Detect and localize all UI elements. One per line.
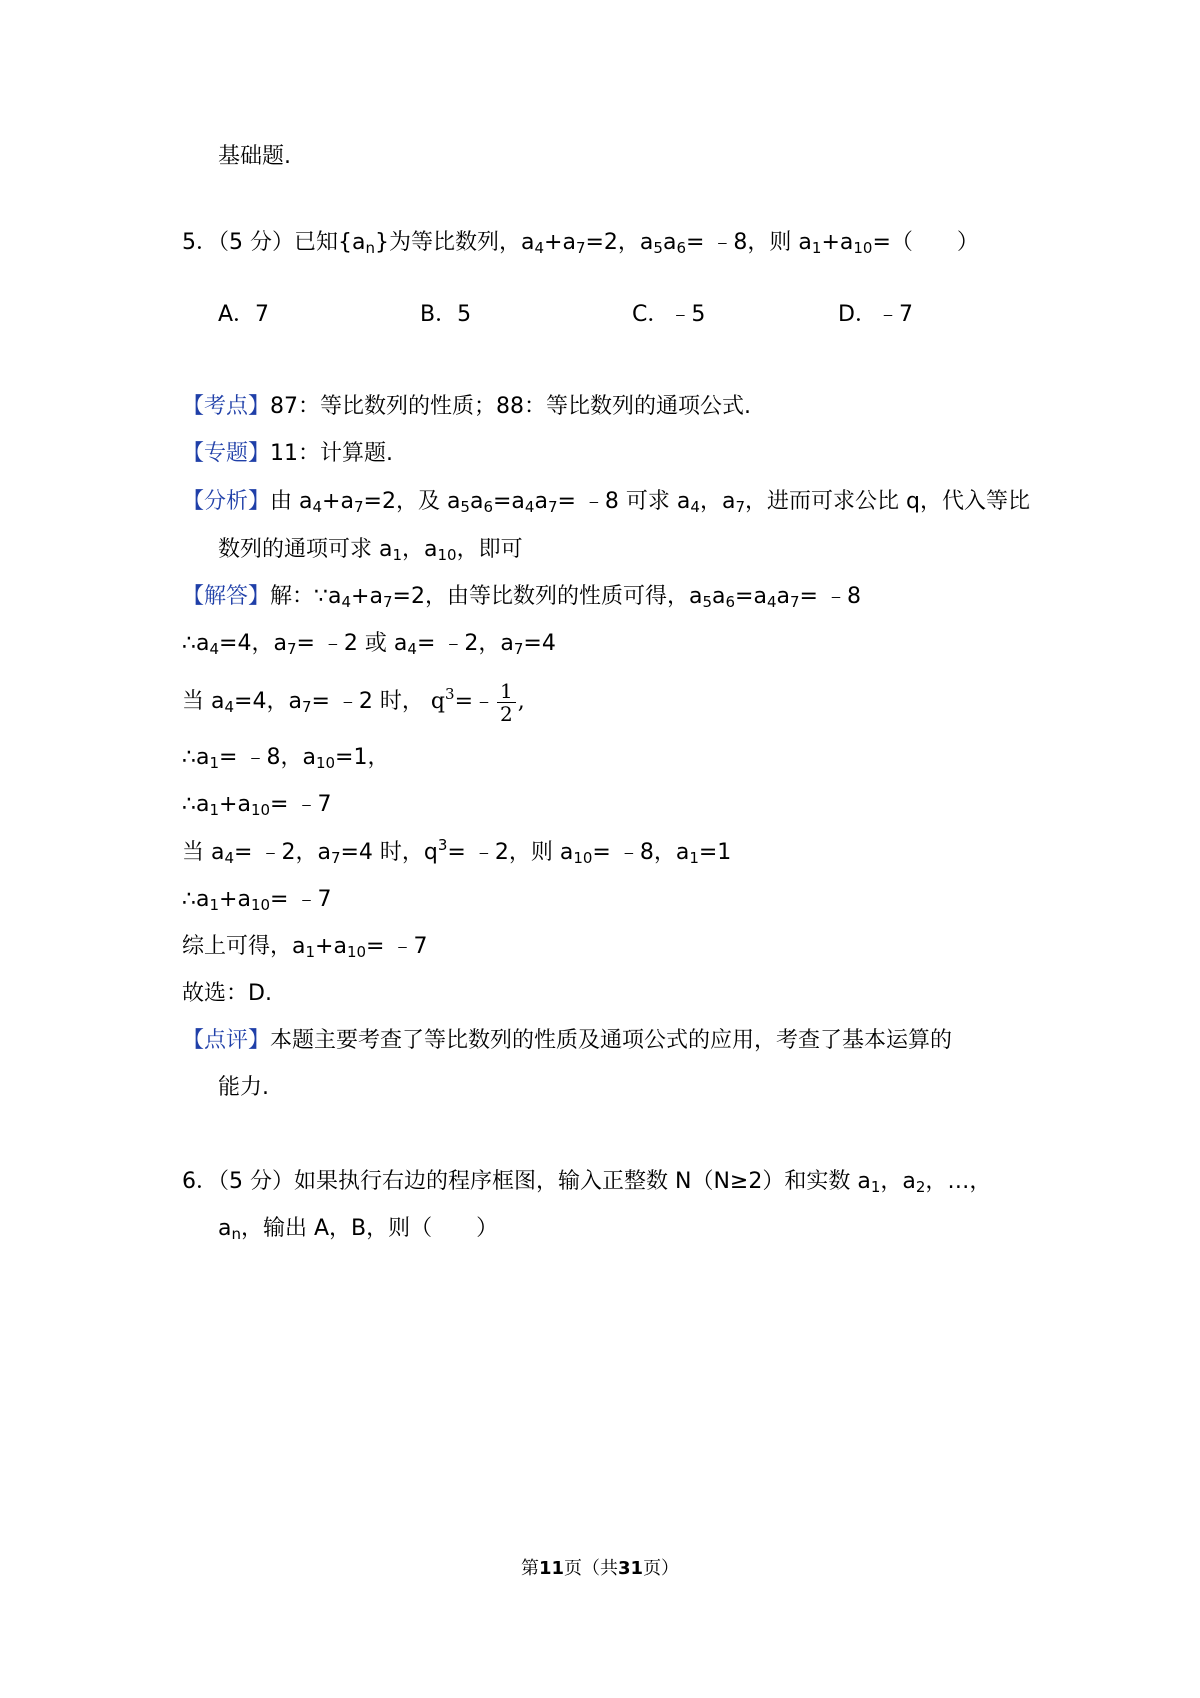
kaodian-line: 【考点】87：等比数列的性质；88：等比数列的通项公式. [182,394,751,419]
fenxi-line-2: 数列的通项可求 $a_1$，$a_{10}$，即可 [218,537,523,564]
question-5-stem: 5．（5 分）已知$\{a_n\}$为等比数列，$a_4+a_7=2$，$a_5a_6=$ ﹣8，则 $a_1+a_{10}=$（ ） [182,230,979,257]
q-cubed-formula: $q^3=﹣$ [430,685,495,714]
previous-answer-tail: 基础题. [218,144,291,169]
zhuanti-line: 【专题】11：计算题. [182,441,394,466]
jieda-line-8: 综上可得，$a_1+a_{10}=$ ﹣7 [182,934,428,961]
jieda-tag: 【解答】 [182,584,271,609]
choice-a: A．7 [218,302,270,327]
jieda-line-9: 故选：D. [182,981,272,1006]
page-footer: 第11页（共31页） [520,1558,680,1579]
choice-d: D．﹣7 [838,302,913,327]
jieda-line-3: 当 $a_4=4$，$a_7=$ ﹣2 时， $q^3=﹣$ $\frac{1}{2}$ , [182,678,525,726]
jieda-line-4: $\therefore a_1=$ ﹣8，$a_{10}=1$， [182,745,390,772]
page-number: 11 [538,1558,564,1579]
question-6-line-1: 6．（5 分）如果执行右边的程序框图，输入正整数 N（N≥2）和实数 $a_1$，$a_2$，…， [182,1169,992,1196]
dianping-tag: 【点评】 [182,1028,271,1053]
jieda-line-2: $\therefore a_4=4$，$a_7=$ ﹣2 或 $a_4=$ ﹣2，$a_7=4$ [182,631,556,658]
jieda-line-7: $\therefore a_1+a_{10}=$ ﹣7 [182,887,332,914]
total-pages: 31 [618,1558,644,1579]
fenxi-line-1: 【分析】由 $a_4+a_7=2$，及 $a_5a_6=a_4a_7=$ ﹣8 可求 $a_4$，$a_7$，进而可求公比 q，代入等比 [182,489,1030,516]
question-6-line-2: $a_n$，输出 A，B，则（ ） [218,1216,499,1243]
dianping-line-1: 【点评】本题主要考查了等比数列的性质及通项公式的应用，考查了基本运算的 [182,1028,953,1053]
choice-b: B．5 [420,302,472,327]
jieda-line-5: $\therefore a_1+a_{10}=$ ﹣7 [182,792,332,819]
choice-c: C．﹣5 [632,302,706,327]
fraction-one-half: $\frac{1}{2}$ [497,680,516,725]
jieda-line-1: 【解答】解：$\because a_4+a_7=2$，由等比数列的性质可得，$a_5a_6=a_4a_7=$ ﹣8 [182,584,861,611]
dianping-line-2: 能力. [218,1075,269,1100]
kaodian-tag: 【考点】 [182,394,271,419]
jieda-line-6: 当 $a_4=$ ﹣2，$a_7=4$ 时，$q^3=$ ﹣2，则 $a_{10}=$ ﹣8，$a_1=1$ [182,836,732,867]
zhuanti-tag: 【专题】 [182,441,271,466]
fenxi-tag: 【分析】 [182,489,271,514]
